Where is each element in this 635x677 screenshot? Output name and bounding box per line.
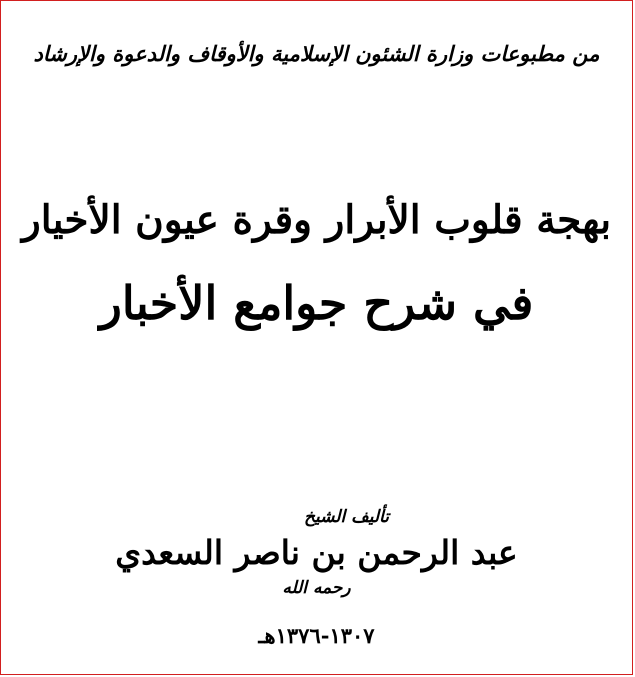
author-dates: ١٣٠٧-١٣٧٦هـ xyxy=(258,623,375,648)
book-title-line-2: في شرح جوامع الأخبار xyxy=(99,276,534,330)
author-name: عبد الرحمن بن ناصر السعدي xyxy=(115,533,518,572)
book-title-line-1: بهجة قلوب الأبرار وقرة عيون الأخيار xyxy=(21,197,612,243)
publisher-line: من مطبوعات وزارة الشئون الإسلامية والأوقاف والدعوة والإرشاد xyxy=(33,41,600,66)
author-honorific: رحمه الله xyxy=(282,578,351,598)
author-label: تأليف الشيخ xyxy=(304,507,389,527)
